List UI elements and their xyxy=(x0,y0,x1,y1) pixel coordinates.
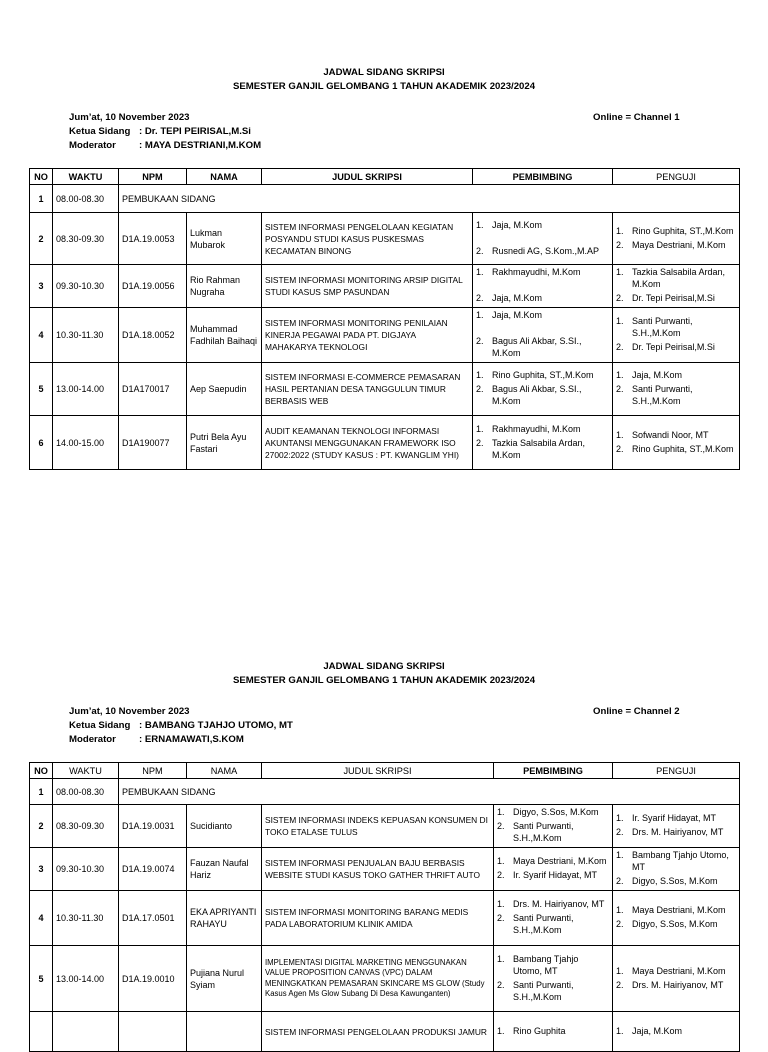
pembimbing-1: Maya Destriani, M.Kom xyxy=(513,856,607,866)
cell-no: 3 xyxy=(30,265,53,308)
pembimbing-1: Rino Guphita xyxy=(513,1025,566,1036)
table-row xyxy=(30,185,740,213)
cell-npm: D1A.19.0074 xyxy=(119,848,187,891)
cell-penguji: 1. Bambang Tjahjo Utomo, MT 2. Digyo, S.Sos, M.Kom xyxy=(613,848,740,891)
cell-judul: SISTEM INFORMASI MONITORING ARSIP DIGITAL STUDI KASUS SMP PASUNDAN xyxy=(262,265,473,308)
cell-judul: SISTEM INFORMASI MONITORING PENILAIAN KINERJA PEGAWAI PADA PT. DIGJAYA MAHAKARYA TEKNOLOGI xyxy=(262,308,473,363)
cell-waktu: 13.00-14.00 xyxy=(53,946,119,1012)
cell-npm: D1A170017 xyxy=(119,363,187,416)
cell-waktu: 08.00-08.30 xyxy=(53,779,119,805)
pembimbing-2: Santi Purwanti, S.H.,M.Kom xyxy=(513,979,574,1002)
cell-pembimbing: 1. Rino Guphita xyxy=(494,1012,613,1052)
col-penguji: PENGUJI xyxy=(613,169,740,185)
cell-waktu: 10.30-11.30 xyxy=(53,891,119,946)
session-info xyxy=(0,102,768,150)
schedule-table xyxy=(29,762,740,1052)
cell-npm: D1A.17.0501 xyxy=(119,891,187,946)
cell-pembimbing: 1. Rakhmayudhi, M.Kom 2. Tazkia Salsabila Ardan, M.Kom xyxy=(473,416,613,470)
col-judul: JUDUL SKRIPSI xyxy=(262,763,494,779)
schedule-section-channel-1 xyxy=(0,66,768,460)
pembimbing-2: Bagus Ali Akbar, S.SI., M.Kom xyxy=(492,384,582,406)
penguji-1: Maya Destriani, M.Kom xyxy=(632,965,726,976)
document-subtitle: SEMESTER GANJIL GELOMBANG 1 TAHUN AKADEMIK 2023/2024 xyxy=(232,675,536,686)
cell-judul: SISTEM INFORMASI PENGELOLAAN PRODUKSI JAMUR xyxy=(262,1012,494,1052)
cell-no: 5 xyxy=(30,363,53,416)
pembimbing-1: Jaja, M.Kom xyxy=(492,219,543,230)
cell-waktu: 14.00-15.00 xyxy=(53,416,119,470)
pembimbing-1: Rino Guphita, ST.,M.Kom xyxy=(492,370,594,380)
pembimbing-1: Rakhmayudhi, M.Kom xyxy=(492,423,581,434)
penguji-1: Rino Guphita, ST.,M.Kom xyxy=(632,225,734,236)
cell-pembimbing: 1. Maya Destriani, M.Kom 2. Ir. Syarif Hidayat, MT xyxy=(494,848,613,891)
col-nama: NAMA xyxy=(187,763,262,779)
col-waktu: WAKTU xyxy=(53,763,119,779)
cell-no xyxy=(30,1012,53,1052)
cell-pembimbing: 1. Jaja, M.Kom 2. Rusnedi AG, S.Kom.,M.AP xyxy=(473,213,613,265)
document-subtitle: SEMESTER GANJIL GELOMBANG 1 TAHUN AKADEMIK 2023/2024 xyxy=(232,81,536,92)
cell-penguji: 1. Maya Destriani, M.Kom 2. Digyo, S.Sos, M.Kom xyxy=(613,891,740,946)
col-waktu: WAKTU xyxy=(53,169,119,185)
session-info xyxy=(0,696,768,744)
cell-npm xyxy=(119,1012,187,1052)
moderator-value: : MAYA DESTRIANI,M.KOM xyxy=(139,140,262,151)
pembimbing-1: Drs. M. Hairiyanov, MT xyxy=(513,899,605,909)
table-row xyxy=(30,779,740,805)
moderator-label: Moderator xyxy=(69,734,116,745)
cell-pembimbing: 1. Drs. M. Hairiyanov, MT 2. Santi Purwanti, S.H.,M.Kom xyxy=(494,891,613,946)
cell-waktu: 10.30-11.30 xyxy=(53,308,119,363)
ketua-sidang-row xyxy=(69,720,293,731)
cell-no: 3 xyxy=(30,848,53,891)
cell-npm: D1A.18.0052 xyxy=(119,308,187,363)
cell-waktu: 13.00-14.00 xyxy=(53,363,119,416)
cell-pembimbing: 1. Rakhmayudhi, M.Kom 2. Jaja, M.Kom xyxy=(473,265,613,308)
table-row xyxy=(30,891,740,946)
cell-nama: Pujiana Nurul Syiam xyxy=(187,946,262,1012)
cell-penguji: 1. Jaja, M.Kom 2. Santi Purwanti, S.H.,M.Kom xyxy=(613,363,740,416)
table-row xyxy=(30,308,740,363)
penguji-2: Dr. Tepi Peirisal,M.Si xyxy=(632,293,715,303)
cell-penguji: 1. Tazkia Salsabila Ardan, M.Kom 2. Dr. Tepi Peirisal,M.Si xyxy=(613,265,740,308)
table-row xyxy=(30,946,740,1012)
cell-pembimbing: 1. Digyo, S.Sos, M.Kom 2. Santi Purwanti, S.H.,M.Kom xyxy=(494,805,613,848)
col-npm: NPM xyxy=(119,763,187,779)
col-nama: NAMA xyxy=(187,169,262,185)
cell-penguji: 1. Santi Purwanti, S.H.,M.Kom 2. Dr. Tepi Peirisal,M.Si xyxy=(613,308,740,363)
cell-judul: SISTEM INFORMASI INDEKS KEPUASAN KONSUMEN DI TOKO ETALASE TULUS xyxy=(262,805,494,848)
table-row xyxy=(30,416,740,470)
cell-pembimbing: 1. Bambang Tjahjo Utomo, MT 2. Santi Purwanti, S.H.,M.Kom xyxy=(494,946,613,1012)
cell-penguji: 1. Ir. Syarif Hidayat, MT 2. Drs. M. Hairiyanov, MT xyxy=(613,805,740,848)
pembimbing-2: Rusnedi AG, S.Kom.,M.AP xyxy=(492,245,600,256)
cell-judul: SISTEM INFORMASI PENJUALAN BAJU BERBASIS WEBSITE STUDI KASUS TOKO GATHER THRIFT AUTO xyxy=(262,848,494,891)
ketua-sidang-label: Ketua Sidang xyxy=(69,126,131,137)
cell-nama: Sucidianto xyxy=(187,805,262,848)
pembimbing-1: Jaja, M.Kom xyxy=(492,310,543,320)
penguji-2: Dr. Tepi Peirisal,M.Si xyxy=(632,342,715,352)
pembimbing-1: Bambang Tjahjo Utomo, MT xyxy=(513,953,579,976)
cell-no: 4 xyxy=(30,891,53,946)
online-channel: Online = Channel 1 xyxy=(593,112,680,123)
penguji-1: Maya Destriani, M.Kom xyxy=(632,905,726,915)
col-no: NO xyxy=(30,169,53,185)
pembimbing-1: Rakhmayudhi, M.Kom xyxy=(492,267,581,277)
table-row xyxy=(30,363,740,416)
cell-nama: Lukman Mubarok xyxy=(187,213,262,265)
penguji-2: Digyo, S.Sos, M.Kom xyxy=(632,876,718,886)
penguji-2: Digyo, S.Sos, M.Kom xyxy=(632,919,718,929)
cell-nama xyxy=(187,1012,262,1052)
cell-waktu: 08.00-08.30 xyxy=(53,185,119,213)
ketua-sidang-value: : BAMBANG TJAHJO UTOMO, MT xyxy=(139,720,293,731)
cell-waktu: 09.30-10.30 xyxy=(53,265,119,308)
table-row xyxy=(30,265,740,308)
cell-nama: Fauzan Naufal Hariz xyxy=(187,848,262,891)
cell-penguji: 1. Sofwandi Noor, MT 2. Rino Guphita, ST.,M.Kom xyxy=(613,416,740,470)
cell-penguji: 1. Maya Destriani, M.Kom 2. Drs. M. Hairiyanov, MT xyxy=(613,946,740,1012)
schedule-table xyxy=(29,168,740,470)
cell-opening: PEMBUKAAN SIDANG xyxy=(119,185,740,213)
pembimbing-1: Digyo, S.Sos, M.Kom xyxy=(513,807,599,817)
cell-npm: D1A.19.0053 xyxy=(119,213,187,265)
moderator-row xyxy=(69,734,244,745)
cell-waktu xyxy=(53,1012,119,1052)
penguji-1: Jaja, M.Kom xyxy=(632,1025,683,1036)
ketua-sidang-row xyxy=(69,126,251,137)
session-date: Jum’at, 10 November 2023 xyxy=(69,112,190,123)
cell-judul: SISTEM INFORMASI E-COMMERCE PEMASARAN HASIL PERTANIAN DESA TANGGULUN TIMUR BERBASIS WEB xyxy=(262,363,473,416)
schedule-section-channel-2 xyxy=(0,660,768,1037)
ketua-sidang-value: : Dr. TEPI PEIRISAL,M.Si xyxy=(139,126,251,137)
pembimbing-2: Santi Purwanti, S.H.,M.Kom xyxy=(513,821,574,843)
cell-npm: D1A190077 xyxy=(119,416,187,470)
pembimbing-2: Jaja, M.Kom xyxy=(492,293,543,303)
cell-no: 2 xyxy=(30,213,53,265)
penguji-2: Drs. M. Hairiyanov, MT xyxy=(632,827,724,837)
cell-judul: AUDIT KEAMANAN TEKNOLOGI INFORMASI AKUNTANSI MENGGUNAKAN FRAMEWORK ISO 27002:2022 (STUDY KASUS : PT. KWANGLIM YHI) xyxy=(262,416,473,470)
ketua-sidang-label: Ketua Sidang xyxy=(69,720,131,731)
table-row xyxy=(30,1012,740,1052)
penguji-1: Jaja, M.Kom xyxy=(632,370,683,380)
cell-penguji: 1. Rino Guphita, ST.,M.Kom 2. Maya Destriani, M.Kom xyxy=(613,213,740,265)
cell-nama: EKA APRIYANTI RAHAYU xyxy=(187,891,262,946)
moderator-row xyxy=(69,140,261,151)
cell-pembimbing: 1. Rino Guphita, ST.,M.Kom 2. Bagus Ali Akbar, S.SI., M.Kom xyxy=(473,363,613,416)
cell-pembimbing: 1. Jaja, M.Kom 2. Bagus Ali Akbar, S.SI., M.Kom xyxy=(473,308,613,363)
col-penguji: PENGUJI xyxy=(613,763,740,779)
moderator-label: Moderator xyxy=(69,140,116,151)
cell-waktu: 09.30-10.30 xyxy=(53,848,119,891)
pembimbing-2: Bagus Ali Akbar, S.SI., M.Kom xyxy=(492,336,582,358)
cell-no: 4 xyxy=(30,308,53,363)
session-date: Jum’at, 10 November 2023 xyxy=(69,706,190,717)
cell-npm: D1A.19.0031 xyxy=(119,805,187,848)
col-npm: NPM xyxy=(119,169,187,185)
cell-nama: Putri Bela Ayu Fastari xyxy=(187,416,262,470)
pembimbing-2: Tazkia Salsabila Ardan, M.Kom xyxy=(492,437,586,460)
online-channel: Online = Channel 2 xyxy=(593,706,680,717)
penguji-1: Sofwandi Noor, MT xyxy=(632,429,709,440)
cell-opening: PEMBUKAAN SIDANG xyxy=(119,779,740,805)
cell-waktu: 08.30-09.30 xyxy=(53,805,119,848)
cell-no: 1 xyxy=(30,185,53,213)
cell-no: 5 xyxy=(30,946,53,1012)
moderator-value: : ERNAMAWATI,S.KOM xyxy=(139,734,244,745)
table-row xyxy=(30,213,740,265)
pembimbing-2: Ir. Syarif Hidayat, MT xyxy=(513,870,598,880)
document-title: JADWAL SIDANG SKRIPSI xyxy=(323,67,445,78)
pembimbing-2: Santi Purwanti, S.H.,M.Kom xyxy=(513,913,574,935)
penguji-1: Tazkia Salsabila Ardan, M.Kom xyxy=(632,267,726,289)
cell-nama: Muhammad Fadhilah Baihaqi xyxy=(187,308,262,363)
cell-no: 6 xyxy=(30,416,53,470)
cell-npm: D1A.19.0056 xyxy=(119,265,187,308)
cell-judul: SISTEM INFORMASI PENGELOLAAN KEGIATAN POSYANDU STUDI KASUS PUSKESMAS KECAMATAN BINONG xyxy=(262,213,473,265)
col-no: NO xyxy=(30,763,53,779)
table-header-row xyxy=(30,169,740,185)
cell-penguji: 1. Jaja, M.Kom xyxy=(613,1012,740,1052)
cell-judul: SISTEM INFORMASI MONITORING BARANG MEDIS PADA LABORATORIUM KLINIK AMIDA xyxy=(262,891,494,946)
col-pembimbing: PEMBIMBING xyxy=(473,169,613,185)
cell-nama: Aep Saepudin xyxy=(187,363,262,416)
cell-no: 2 xyxy=(30,805,53,848)
cell-nama: Rio Rahman Nugraha xyxy=(187,265,262,308)
col-judul: JUDUL SKRIPSI xyxy=(262,169,473,185)
penguji-1: Bambang Tjahjo Utomo, MT xyxy=(632,850,729,872)
penguji-2: Rino Guphita, ST.,M.Kom xyxy=(632,443,734,454)
cell-no: 1 xyxy=(30,779,53,805)
document-title: JADWAL SIDANG SKRIPSI xyxy=(323,661,445,672)
penguji-1: Santi Purwanti, S.H.,M.Kom xyxy=(632,316,693,338)
table-header-row xyxy=(30,763,740,779)
cell-npm: D1A.19.0010 xyxy=(119,946,187,1012)
col-pembimbing: PEMBIMBING xyxy=(494,763,613,779)
penguji-1: Ir. Syarif Hidayat, MT xyxy=(632,813,717,823)
penguji-2: Maya Destriani, M.Kom xyxy=(632,239,726,250)
penguji-2: Santi Purwanti, S.H.,M.Kom xyxy=(632,384,693,406)
table-row xyxy=(30,805,740,848)
table-row xyxy=(30,848,740,891)
cell-judul: IMPLEMENTASI DIGITAL MARKETING MENGGUNAKAN VALUE PROPOSITION CANVAS (VPC) DALAM MENINGKATKAN PEMASARAN SKINCARE MS GLOW (Study Kasus Agen Ms Glow Subang Di Desa Kawunganten) xyxy=(262,946,494,1012)
penguji-2: Drs. M. Hairiyanov, MT xyxy=(632,979,724,990)
cell-waktu: 08.30-09.30 xyxy=(53,213,119,265)
